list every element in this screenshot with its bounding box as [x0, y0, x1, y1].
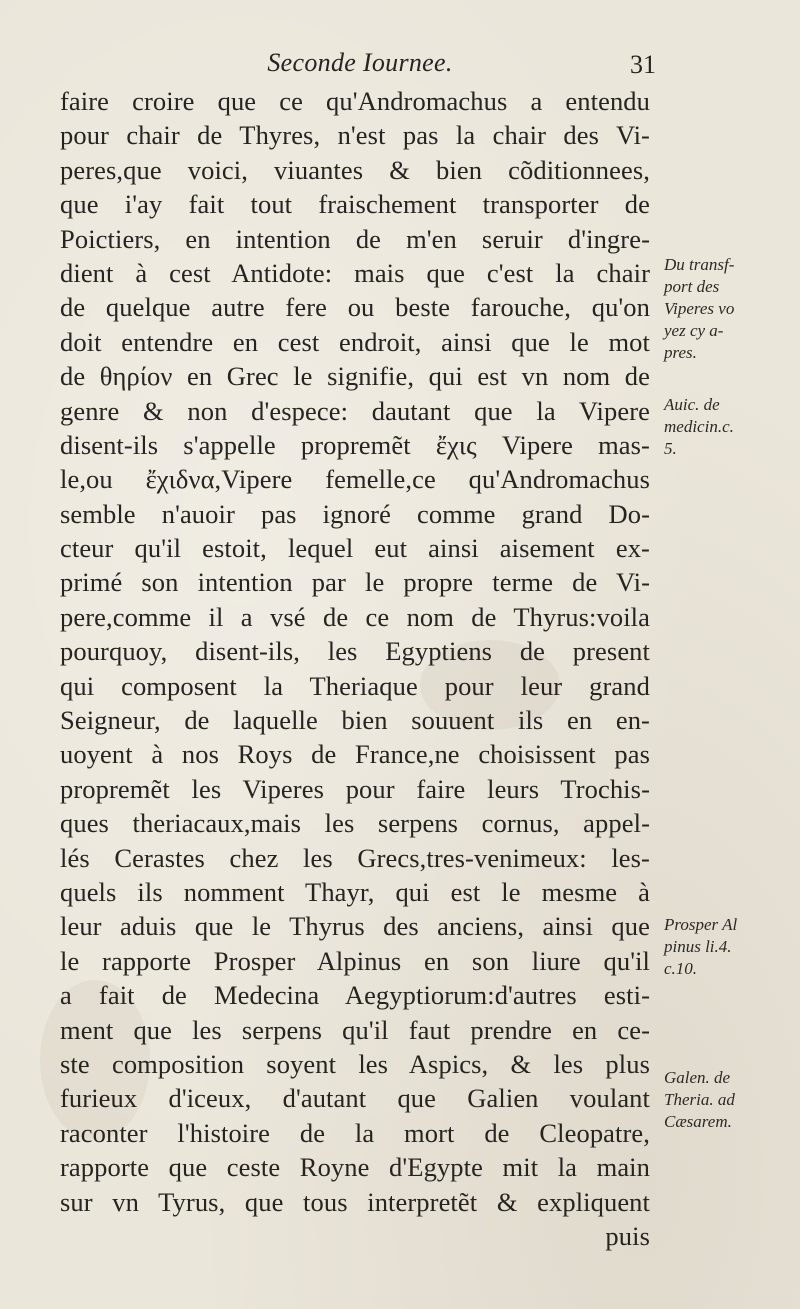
text-line: rapporte que ceste Royne d'Egypte mit la main	[60, 1152, 650, 1183]
text-line: Poictiers, en intention de m'en seruir d'ingre-	[60, 223, 650, 254]
text-line: primé son intention par le propre terme de Vi-	[60, 567, 650, 598]
text-line: que i'ay fait tout fraischement transporter de	[60, 189, 650, 220]
margin-note-line: Galen. de	[664, 1068, 731, 1087]
text-line: doit entendre en cest endroit, ainsi que le mot	[60, 326, 650, 357]
text-line: dient à cest Antidote: mais que c'est la chair	[60, 257, 650, 288]
text-line: leur aduis que le Thyrus des anciens, ainsi que	[60, 911, 650, 942]
text-line: ques theriacaux,mais les serpens cornus, appel-	[60, 808, 650, 839]
text-line: cteur qu'il estoit, lequel eut ainsi aisement ex-	[60, 533, 650, 564]
margin-note-line: Auic. de	[664, 395, 720, 414]
margin-note-line: Cæsarem.	[664, 1112, 732, 1131]
margin-note-prosper-alpinus	[664, 914, 800, 980]
text-line: furieux d'iceux, d'autant que Galien voulant	[60, 1083, 650, 1114]
text-line: disent-ils s'appelle propremẽt ἔχις Vipere mas-	[60, 429, 650, 460]
margin-note-line: Theria. ad	[664, 1090, 735, 1109]
margin-note-line: pinus li.4.	[664, 937, 732, 956]
text-line: sur vn Tyrus, que tous interpretẽt & expliquent	[60, 1186, 650, 1217]
text-line: peres,que voici, viuantes & bien cõditionnees,	[60, 154, 650, 185]
text-line: pourquoy, disent-ils, les Egyptiens de present	[60, 636, 650, 667]
margin-note-line: c.10.	[664, 959, 698, 978]
text-line: pour chair de Thyres, n'est pas la chair des Vi-	[60, 120, 650, 151]
margin-note-transport	[664, 254, 800, 364]
text-line: le rapporte Prosper Alpinus en son liure qu'il	[60, 945, 650, 976]
margin-note-line: pres.	[664, 343, 697, 362]
margin-note-line: Viperes vo	[664, 299, 735, 318]
body-text	[60, 84, 650, 1253]
text-line: genre & non d'espece: dautant que la Vipere	[60, 395, 650, 426]
text-line: de θηρίον en Grec le signifie, qui est vn nom de	[60, 361, 650, 392]
text-line: lés Cerastes chez les Grecs,tres-venimeux: les-	[60, 842, 650, 873]
page-number: 31	[630, 50, 656, 79]
text-line: de quelque autre fere ou beste farouche, qu'on	[60, 292, 650, 323]
text-line: raconter l'histoire de la mort de Cleopatre,	[60, 1117, 650, 1148]
margin-note-line: Prosper Al	[664, 915, 738, 934]
text-line: qui composent la Theriaque pour leur grand	[60, 670, 650, 701]
margin-note-line: Du transf-	[664, 255, 735, 274]
text-line: uoyent à nos Roys de France,ne choisissent pas	[60, 739, 650, 770]
text-line: ment que les serpens qu'il faut prendre en ce-	[60, 1014, 650, 1045]
text-line: le,ou ἔχιδνα,Vipere femelle,ce qu'Andromachus	[60, 464, 650, 495]
running-title: Seconde Iournee.	[267, 48, 453, 77]
margin-note-line: port des	[664, 277, 720, 296]
margin-note-line: 5.	[664, 439, 677, 458]
text-line: quels ils nomment Thayr, qui est le mesme à	[60, 876, 650, 907]
page-header	[60, 48, 660, 84]
text-line: propremẽt les Viperes pour faire leurs Trochis-	[60, 773, 650, 804]
margin-note-galen	[664, 1067, 800, 1133]
text-line: ste composition soyent les Aspics, & les plus	[60, 1048, 650, 1079]
text-line: pere,comme il a vsé de ce nom de Thyrus:voila	[60, 601, 650, 632]
margin-note-avicenna	[664, 394, 800, 460]
text-line: Seigneur, de laquelle bien souuent ils en en-	[60, 705, 650, 736]
text-line: faire croire que ce qu'Andromachus a entendu	[60, 86, 650, 116]
text-line: semble n'auoir pas ignoré comme grand Do-	[60, 498, 650, 529]
margin-note-line: yez cy a-	[664, 321, 724, 340]
text-line: puis	[605, 1220, 650, 1251]
margin-note-line: medicin.c.	[664, 417, 734, 436]
text-line: a fait de Medecina Aegyptiorum:d'autres esti-	[60, 980, 650, 1011]
